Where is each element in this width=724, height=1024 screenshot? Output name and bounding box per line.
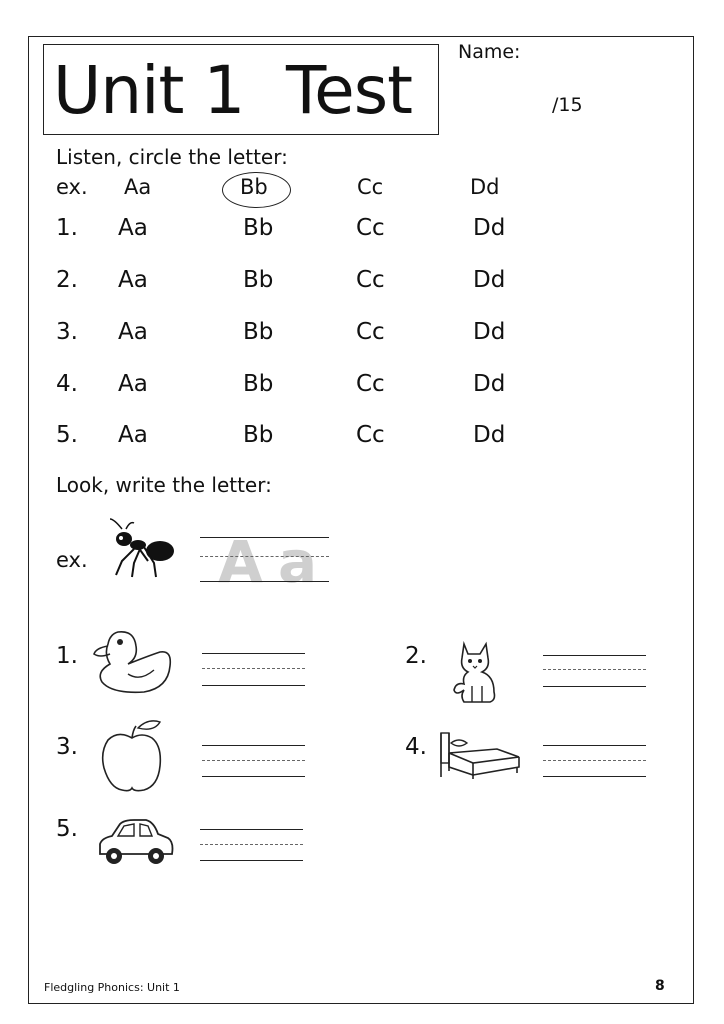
row-number: 1. xyxy=(56,215,78,241)
bed-icon xyxy=(437,727,523,781)
letter-option[interactable]: Dd xyxy=(473,215,506,241)
name-label: Name: xyxy=(458,41,521,63)
write-line-bottom xyxy=(200,581,329,582)
trace-letter-upper: A xyxy=(218,528,263,596)
example-letter-a: Aa xyxy=(124,175,152,199)
letter-option[interactable]: Aa xyxy=(118,319,148,345)
letter-option[interactable]: Dd xyxy=(473,319,506,345)
trace-letter-lower: a xyxy=(278,528,318,596)
letter-option[interactable]: Aa xyxy=(118,371,148,397)
write-line-mid xyxy=(202,760,305,761)
write-line-mid xyxy=(543,760,646,761)
write-line-bottom xyxy=(202,685,305,686)
letter-option[interactable]: Bb xyxy=(243,267,274,293)
score-total: /15 xyxy=(552,94,583,116)
write-line-mid xyxy=(200,844,303,845)
write-line-top xyxy=(200,537,329,538)
title-unit: Unit 1 xyxy=(53,52,245,129)
duck-icon xyxy=(88,626,176,696)
letter-option[interactable]: Dd xyxy=(473,371,506,397)
example-letter-c: Cc xyxy=(357,175,384,199)
letter-option[interactable]: Cc xyxy=(356,267,385,293)
title-test: Test xyxy=(286,52,412,129)
car-icon xyxy=(94,818,176,868)
letter-option[interactable]: Bb xyxy=(243,215,274,241)
write-line-mid xyxy=(200,556,329,557)
write-line-top xyxy=(200,829,303,830)
write-line-bottom xyxy=(543,776,646,777)
write-line-bottom xyxy=(202,776,305,777)
letter-option[interactable]: Cc xyxy=(356,215,385,241)
letter-option[interactable]: Bb xyxy=(243,422,274,448)
letter-option[interactable]: Bb xyxy=(243,319,274,345)
letter-option[interactable]: Cc xyxy=(356,319,385,345)
listen-instruction: Listen, circle the letter: xyxy=(56,145,288,169)
write-line-top xyxy=(543,655,646,656)
item-number: 5. xyxy=(56,816,78,842)
letter-option[interactable]: Cc xyxy=(356,371,385,397)
write-line-top xyxy=(202,745,305,746)
row-number: 3. xyxy=(56,319,78,345)
apple-icon xyxy=(100,718,166,794)
row-number: 4. xyxy=(56,371,78,397)
item-number: 4. xyxy=(405,734,427,760)
letter-option[interactable]: Aa xyxy=(118,267,148,293)
footer-text: Fledgling Phonics: Unit 1 xyxy=(44,981,180,994)
page-number: 8 xyxy=(655,978,665,994)
letter-option[interactable]: Aa xyxy=(118,215,148,241)
write-instruction: Look, write the letter: xyxy=(56,473,272,497)
letter-option[interactable]: Aa xyxy=(118,422,148,448)
example-label: ex. xyxy=(56,548,88,572)
write-line-top xyxy=(202,653,305,654)
write-line-top xyxy=(543,745,646,746)
letter-option[interactable]: Cc xyxy=(356,422,385,448)
letter-option[interactable]: Dd xyxy=(473,267,506,293)
example-label: ex. xyxy=(56,175,88,199)
row-number: 2. xyxy=(56,267,78,293)
letter-option[interactable]: Dd xyxy=(473,422,506,448)
item-number: 2. xyxy=(405,643,427,669)
row-number: 5. xyxy=(56,422,78,448)
ant-icon xyxy=(108,517,180,583)
cat-icon xyxy=(450,636,504,704)
letter-option[interactable]: Bb xyxy=(243,371,274,397)
write-line-bottom xyxy=(200,860,303,861)
write-line-bottom xyxy=(543,686,646,687)
write-line-mid xyxy=(543,669,646,670)
example-letter-d: Dd xyxy=(470,175,500,199)
example-letter-b: Bb xyxy=(240,175,268,199)
title-box xyxy=(43,44,439,135)
item-number: 3. xyxy=(56,734,78,760)
item-number: 1. xyxy=(56,643,78,669)
write-line-mid xyxy=(202,668,305,669)
